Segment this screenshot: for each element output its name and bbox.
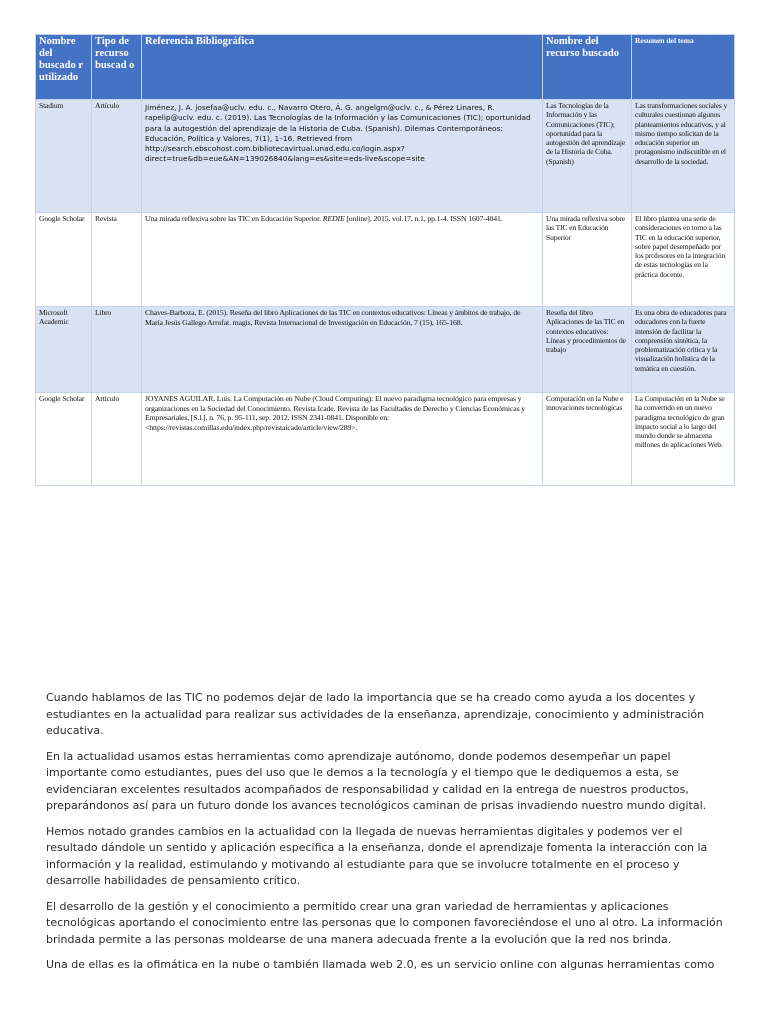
table-row [36,213,735,307]
journal-name: REDIE [322,214,345,223]
cell-recurso: Una mirada reflexiva sobre las TIC en Educación Superior [543,213,632,307]
referencia-text: [online]. 2015, vol.17, n.1, pp.1-4. ISSN 1607-4041. [344,214,503,223]
cell-referencia [142,213,543,307]
paragraph: En la actualidad usamos estas herramientas como aprendizaje autónomo, donde podemos desempeñar un papel importante como estudiantes, pues del uso que le demos a la tecnología y el tiempo que le dediquemos a esta, se evidenciaran excelentes resultados acompañados de responsabilidad y calidad en la entrega de nuestros productos, preparándonos así para un futuro donde los avances tecnológicos caminan de prisas invadiendo nuestro mundo digital. [46,749,707,812]
header-tipo: Tipo de recurso buscad o [92,35,142,100]
cell-buscador: Google Scholar [36,213,92,307]
cell-tipo: Artículo [92,100,142,213]
table-row [36,100,735,213]
table-row [36,307,735,393]
cell-referencia: JOYANES AGUILAR, Luis. La Computación en Nube (Cloud Computing): El nuevo paradigma tecnológico para empresas y organizaciones en la Sociedad del Conocimiento. Revista Icade. Revista de las Facultades de Derecho y Ciencias Económicas y Empresariales, [S.l.], n. 76, p. 95-111, sep. 2012. ISSN 2341-0841. Disponible en: <https://revistas.comillas.edu/index.php/revistaicade/article/view/289>. [142,393,543,486]
cell-referencia: Chaves-Barboza, E. (2015). Reseña del libro Aplicaciones de las TIC en contextos educativos: Líneas y ámbitos de trabajo, de María Jesús Gallego Arrufat. magis, Revista Internacional de Investigación en Educación, 7 (15), 165-168. [142,307,543,393]
referencia-text: Una mirada reflexiva sobre las TIC en Educación Superior. [145,214,323,223]
header-resumen: Resumen del tema [632,35,735,100]
cell-tipo: Revista [92,213,142,307]
cell-resumen: El libro plantea una serie de consideraciones en torno a las TIC en la educación superior, sobre papel desempeñado por los profesores en la integración de estas tecnologías en la práctica docente. [632,213,735,307]
cell-buscador: Stadium [36,100,92,213]
paragraph: El desarrollo de la gestión y el conocimiento a permitido crear una gran variedad de herramientas y aplicaciones tecnológicas aportando el conocimiento entre las personas que lo componen favoreciéndose el uno al otro. La información brindada permite a las personas moldearse de una manera adecuada frente a la evolución que la red nos brinda. [46,899,723,946]
cell-recurso: Computación en la Nube e innovaciones tecnológicas [543,393,632,486]
header-referencia: Referencia Bibliográfica [142,35,543,100]
paragraph: Cuando hablamos de las TIC no podemos dejar de lado la importancia que se ha creado como ayuda a los docentes y estudiantes en la actualidad para realizar sus actividades de la enseñanza, aprendizaje, conocimiento y administración educativa. [46,691,705,737]
cell-resumen: Es una obra de educadores para educadores con la fuerte intensión de facilitar la comprensión sintética, la problematización crítica y la visualización holística de la temática en cuestión. [632,307,735,393]
cell-referencia: Jiménez, J. A. josefaa@uclv. edu. c., Navarro Otero, Á. G. angelgm@uclv. c., & Pérez Linares, R. rapelip@uclv. edu. c. (2019). Las Tecnologías de la Información y las Comunicaciones (TIC); oportunidad para la autogestión del aprendizaje de la Historia de Cuba. (Spanish). Dilemas Contemporáneos: Educación, Política y Valores, 7(1), 1–16. Retrieved from http://search.ebscohost.com.bibliotecavirtual.unad.edu.co/login.aspx?direct=true&db=eue&AN=139026840&lang=es&site=eds-live&scope=site [142,100,543,213]
resources-table [35,34,735,486]
body-text [46,690,726,983]
cell-recurso: Reseña del libro Aplicaciones de las TIC en contextos educativos: Líneas y procedimientos de trabajo [543,307,632,393]
table-row [36,393,735,486]
table-header-row [36,35,735,100]
cell-buscador: Microsoft Academic [36,307,92,393]
cell-buscador: Google Scholar [36,393,92,486]
cell-resumen: Las transformaciones sociales y culturales cuestionan algunos planteamientos educativos, y al mismo tiempo solicitan de la educación superior un protagonismo indiscutible en el desarrollo de la sociedad. [632,100,735,213]
cell-tipo: Artículo [92,393,142,486]
paragraph: Una de ellas es la ofimática en la nube o también llamada web 2.0, es un servicio online con algunas herramientas como [46,958,715,971]
header-buscador: Nombre del buscado r utilizado [36,35,92,100]
cell-tipo: Libro [92,307,142,393]
cell-resumen: La Computación en la Nube se ha convertido en un nuevo paradigma tecnológico de gran impacto social a lo largo del mundo donde se almacena millones de aplicaciones Web. [632,393,735,486]
paragraph: Hemos notado grandes cambios en la actualidad con la llegada de nuevas herramientas digitales y podemos ver el resultado dándole un sentido y aplicación especifica a la enseñanza, donde el aprendizaje fomenta la interacción con la información y la realidad, estimulando y motivando al estudiante para que se involucre totalmente en el proceso y desarrolle habilidades de pensamiento crítico. [46,824,708,887]
header-recurso: Nombre del recurso buscado [543,35,632,100]
cell-recurso: Las Tecnologías de la Información y las Comunicaciones (TIC); oportunidad para la autogestión del aprendizaje de la Historia de Cuba. (Spanish) [543,100,632,213]
